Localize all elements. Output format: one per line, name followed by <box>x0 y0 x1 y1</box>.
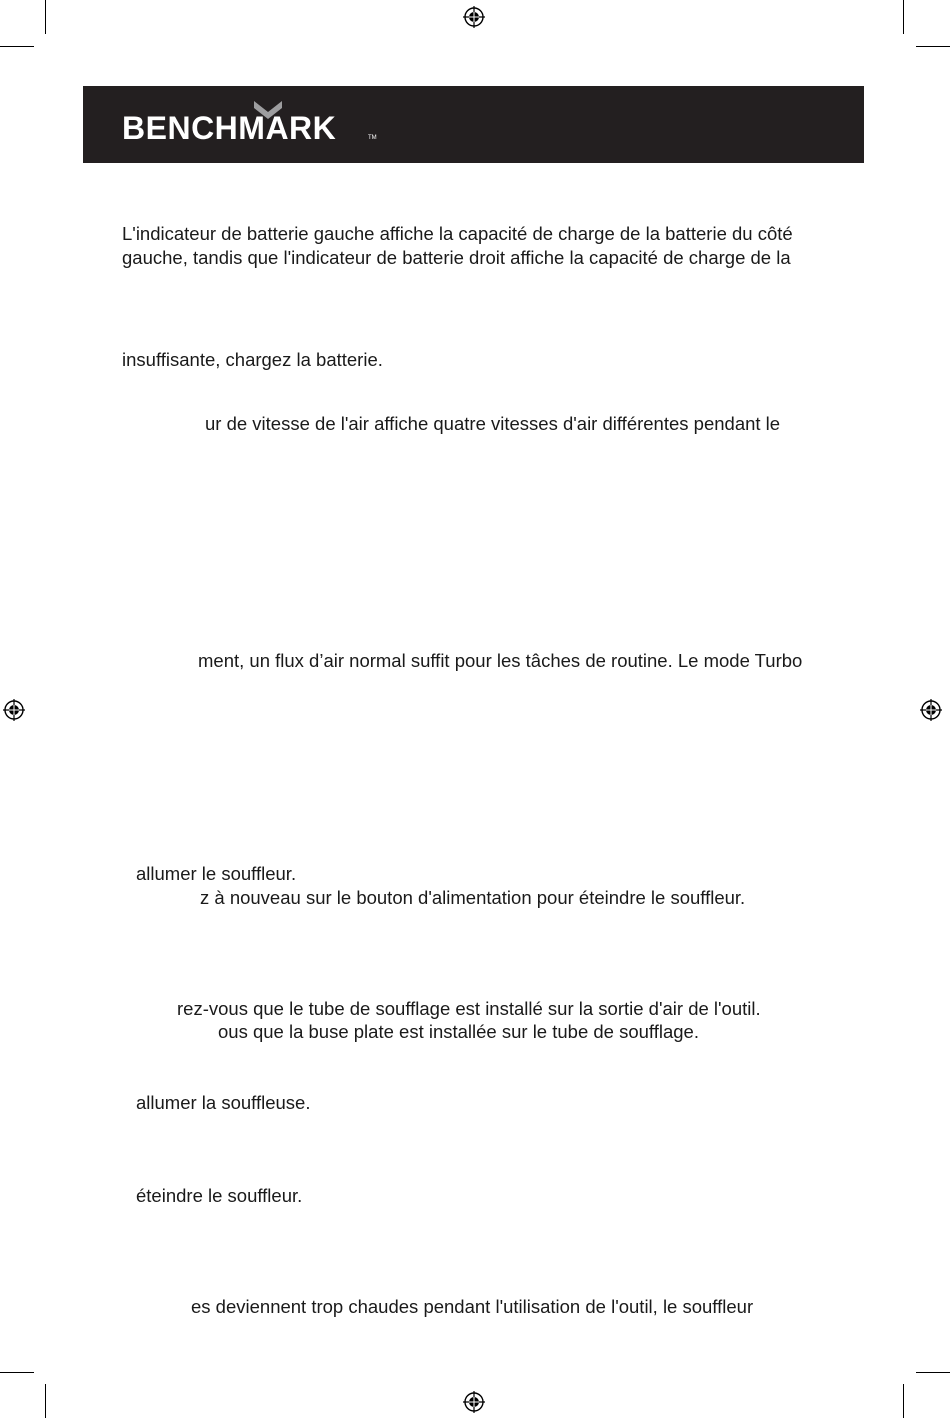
logo-text: BENCHMARK <box>122 110 337 146</box>
crop-mark-bottom-right-horizontal <box>916 1372 950 1373</box>
crop-mark-bottom-left-vertical <box>45 1384 46 1418</box>
header-bar <box>83 86 864 163</box>
crop-mark-bottom-left-horizontal <box>0 1372 34 1373</box>
battery-indicator-line-1: L'indicateur de batterie gauche affiche la capacité de charge de la batterie du côté <box>122 223 793 244</box>
registration-mark-left-icon <box>3 699 25 721</box>
overheat-line: es deviennent trop chaudes pendant l'utilisation de l'outil, le souffleur <box>191 1296 754 1317</box>
power-on-line: allumer le souffleur. <box>136 863 297 884</box>
logo-trademark: TM <box>368 135 377 141</box>
turn-off-blower-line: éteindre le souffleur. <box>136 1185 303 1206</box>
crop-mark-top-left-vertical <box>45 0 46 34</box>
crop-mark-top-right-vertical <box>903 0 904 34</box>
benchmark-logo <box>122 98 382 148</box>
turn-on-blower-line: allumer la souffleuse. <box>136 1092 311 1113</box>
power-off-line: z à nouveau sur le bouton d'alimentation pour éteindre le souffleur. <box>200 887 746 908</box>
crop-mark-top-left-horizontal <box>0 46 34 47</box>
tube-line: rez-vous que le tube de soufflage est installé sur la sortie d'air de l'outil. <box>177 998 761 1019</box>
battery-charge-line: insuffisante, chargez la batterie. <box>122 349 383 370</box>
crop-mark-top-right-horizontal <box>916 46 950 47</box>
air-speed-line: ur de vitesse de l'air affiche quatre vitesses d'air différentes pendant le <box>205 413 781 434</box>
registration-mark-right-icon <box>920 699 942 721</box>
nozzle-line: ous que la buse plate est installée sur le tube de soufflage. <box>218 1021 699 1042</box>
battery-indicator-line-2: gauche, tandis que l'indicateur de batterie droit affiche la capacité de charge de la <box>122 247 791 268</box>
registration-mark-bottom-icon <box>463 1391 485 1413</box>
registration-mark-top-icon <box>463 6 485 28</box>
crop-mark-bottom-right-vertical <box>903 1384 904 1418</box>
turbo-line: ment, un flux d’air normal suffit pour les tâches de routine. Le mode Turbo <box>198 650 803 671</box>
